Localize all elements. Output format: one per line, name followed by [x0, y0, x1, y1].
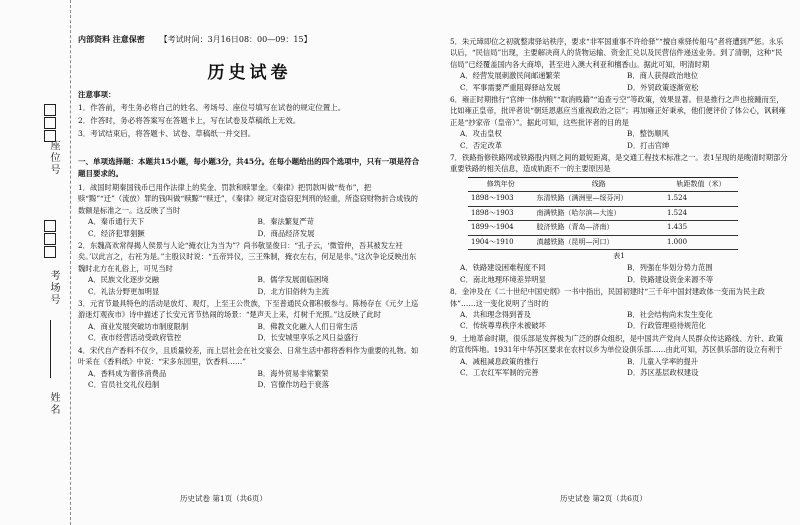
option: D．官僚作坊趋于衰落 [257, 379, 330, 389]
option: D．铁路建设资金来源不等 [627, 274, 714, 284]
room-number-boxes [44, 220, 56, 258]
option: A．商业发展突破坊市制度限制 [88, 321, 189, 331]
option: B．社会结构尚未发生变化 [627, 309, 713, 319]
option: A．铁路建设困难程度不同 [460, 263, 546, 273]
option: A．经营发展刺激民间邮递繁荣 [460, 71, 561, 81]
option: A．秦币通行天下 [88, 217, 145, 227]
binding-margin [0, 0, 71, 525]
option: B．儒学发展面临困境 [257, 275, 329, 285]
question-stem: 4．宋代自产香料不仅少，且质量较差，而上层社会在社交宴会、日常生活中都将香料作为重要的礼物。如叶采在《香料纸》中说：“宋多东园里，饮香料……” [78, 345, 419, 367]
question-4 [78, 345, 421, 391]
table-cell: 1898～1903 [468, 192, 533, 206]
question-stem: 2．东魏高欢常得揭人侯景与人论“掩衣让为当为”？尚书敬显俊曰：“孔子云，‘微管仲，吾其被发左衽矣。’以此言之，右衽为是。”主殷议时说：“五帝异仪，三王殊制，掩衣左右，何足是非。”这次争论反映出东魏时北方在礼俗上，可见当时 [78, 241, 417, 273]
question-3 [78, 298, 421, 344]
option: C．礼法分野更加明显 [88, 286, 160, 296]
table-cell: 胶济铁路（青岛—济南） [533, 221, 664, 235]
option: D．打击官绅 [627, 140, 670, 150]
question-7 [450, 152, 788, 285]
railway-table [468, 177, 738, 250]
option: D．行政管理亟待规范化 [627, 321, 706, 331]
table-header: 修筑年份 [468, 177, 533, 191]
option: B．佛教文化融入人们日常生活 [257, 321, 358, 331]
option: D．苏区基层政权建设 [627, 367, 699, 377]
option: B．商人获得政治地位 [627, 71, 699, 81]
question-6 [450, 94, 788, 151]
notice-item: 2．作答时，务必将答案写在答题卡上，写在试卷及草稿纸上无效。 [78, 116, 301, 125]
notice-block [78, 88, 421, 140]
table-row [468, 235, 738, 249]
seat-number-label: 座位号 [48, 140, 59, 176]
table-cell: 1.000 [664, 235, 738, 249]
option: B．儿童入学率的提升 [627, 356, 699, 366]
option: C．工农红军军制的完善 [460, 367, 539, 377]
left-questions [78, 182, 421, 391]
notice-item: 3．考试结束后，将答题卡、试卷、草稿纸一并交回。 [78, 129, 256, 138]
question-8 [450, 286, 788, 332]
exam-time: 【考试时间：3月16日08：00—09：15】 [159, 35, 312, 44]
table-cell: 1898～1903 [468, 206, 533, 220]
table-cell: 南满铁路（哈尔滨—大连） [533, 206, 664, 220]
question-stem: 3．元宵节最具特色的活动是放灯、观灯，上至王公贵族，下至普通民众都积极参与。陈杨存在《元夕上巡游迷灯观夜市》诗中描述了长安元宵节热闹的场景：“楚声天上来，灯树千光照。”这反映了此时 [78, 299, 419, 320]
section-heading: 一、单项选择题：本题共15小题，每小题3分，共45分。在每小题给出的四个选项中，只有一项是符合题目要求的。 [78, 157, 420, 178]
room-number-label: 考场号 [48, 270, 59, 306]
option: D．长安城里享乐之风日益盛行 [257, 333, 359, 343]
question-stem: 7．铁路指修铁路网或铁路股内则之间的最短距离，是交通工程技术标准之一。表1呈现的是晚清时期部分重要铁路的相关信息，造成轨距不一的主要原因是 [450, 153, 788, 174]
option: C．夜市经营活动受政府管控 [88, 333, 182, 343]
option: C．否定改革 [460, 140, 503, 150]
table-header: 线路 [533, 177, 664, 191]
option: D．外贸政策逐渐宽松 [627, 82, 699, 92]
page-header [78, 34, 312, 45]
option: B．海外贸易非常繁荣 [257, 368, 329, 378]
right-questions [450, 36, 788, 379]
question-stem: 8．金冲及在《二十世纪中国史纲》一书中指出，民国初建时“三千年中国封建政体一变而为民主政体”……这一变化说明了当时的 [450, 287, 765, 308]
footer-right: 历史试卷 第2页（共6页） [560, 494, 647, 503]
table-cell: 1904～1910 [468, 235, 533, 249]
table-caption: 表1 [613, 251, 625, 260]
table-cell: 1899～1904 [468, 221, 533, 235]
option: A．香料成为奢侈消费品 [88, 368, 167, 378]
option: A．共和理念得到普及 [460, 309, 531, 319]
notice-item: 1．作答前，考生务必将自己的姓名、考场号、座位号填写在试卷的规定位置上。 [78, 103, 346, 112]
table-cell: 东清铁路（满洲里—绥芬河） [533, 192, 664, 206]
question-5 [450, 36, 788, 93]
question-2 [78, 240, 421, 297]
option: A．减租减息政策的推行 [460, 356, 539, 366]
notice-heading: 注意事项： [78, 90, 116, 99]
option: C．南北地理环境差异明显 [460, 274, 546, 284]
question-1 [78, 182, 421, 239]
seat-number-boxes [44, 104, 56, 142]
option: A．民族文化逐步交融 [88, 275, 159, 285]
table-row [468, 192, 738, 206]
table-cell: 1.524 [664, 206, 738, 220]
name-underline [50, 320, 51, 378]
question-stem: 6．雍正时期推行“官绅一体纳粮”“取消贱籍”“追查亏空”等政策，效果显著。但是推行之声也接踵而至，比如雍正皇帝，批评者说“朝廷恩惠应当重视政治之臣”；再加雍正好秉承，他们便评价了体公心，讽刺雍正是“抄家帝（皇帝）”。据此可知，这些批评者的目的是 [450, 95, 786, 127]
table-row [468, 221, 738, 235]
table-cell: 滇越铁路（昆明—河口） [533, 235, 664, 249]
question-stem: 5．朱元璋即位之初就整肃驿站秩序，要求“非军国重事不许给驿”“擅自乘驿传船马”者将遭到严惩。永乐以后，“民信局”出现，主要解决商人的货物运输、资金汇兑以及民营信件递送业务。到了清朝，这种“民信局”已经覆盖国内各大商埠，甚至进入澳大利亚和檀香山。据此可知，明清时期 [450, 37, 784, 69]
option: C．军事需要严重阻碍驿站发展 [460, 82, 561, 92]
question-stem: 1．战国时期秦国钱币已用作法律上的奖金、罚款和赎罪金。《秦律》把罚款叫做“赀布”，把赎“黥”“迁”（流放）罪的钱叫做“赎黥”“赎迁”，《秦律》规定对盗窃犯判刑的轻重，所盗窃财物折合成钱的数额是标准之一。这反映了当时 [78, 183, 418, 215]
question-stem: 9．土地革命时期，很乐部是发挥极为广泛的群众组织，是中国共产党向人民群众传达路线、方针、政策的宣传阵地。1931年中华苏区要求在农村以乡为单位设俱乐部……由此可知，苏区俱乐部的设立有利于 [450, 333, 783, 355]
option: C．经济犯罪猖獗 [88, 228, 145, 238]
option: B．列强在华划分势力范围 [627, 263, 713, 273]
option: C．传统尊卑秩序未被破坏 [460, 321, 546, 331]
option: A．攻击皇权 [460, 129, 502, 139]
option: B．秦法繁复严苛 [257, 217, 314, 227]
option: D．北方旧俗转为主流 [257, 286, 330, 296]
option: B．整饬顺风 [627, 129, 669, 139]
table-row [468, 206, 738, 220]
footer-left: 历史试卷 第1页（共6页） [180, 494, 267, 503]
option: C．官员社交礼仪趋制 [88, 379, 160, 389]
question-9 [450, 333, 788, 379]
table-cell: 1.435 [664, 221, 738, 235]
page-title: 历史试卷 [207, 63, 292, 83]
table-header: 轨距数值（米） [664, 177, 738, 191]
confidential-note: 内部资料 注意保密 [78, 34, 145, 44]
name-label: 姓名 [48, 392, 59, 416]
option: D．商品经济发展 [257, 228, 315, 238]
table-cell: 1.524 [664, 192, 738, 206]
